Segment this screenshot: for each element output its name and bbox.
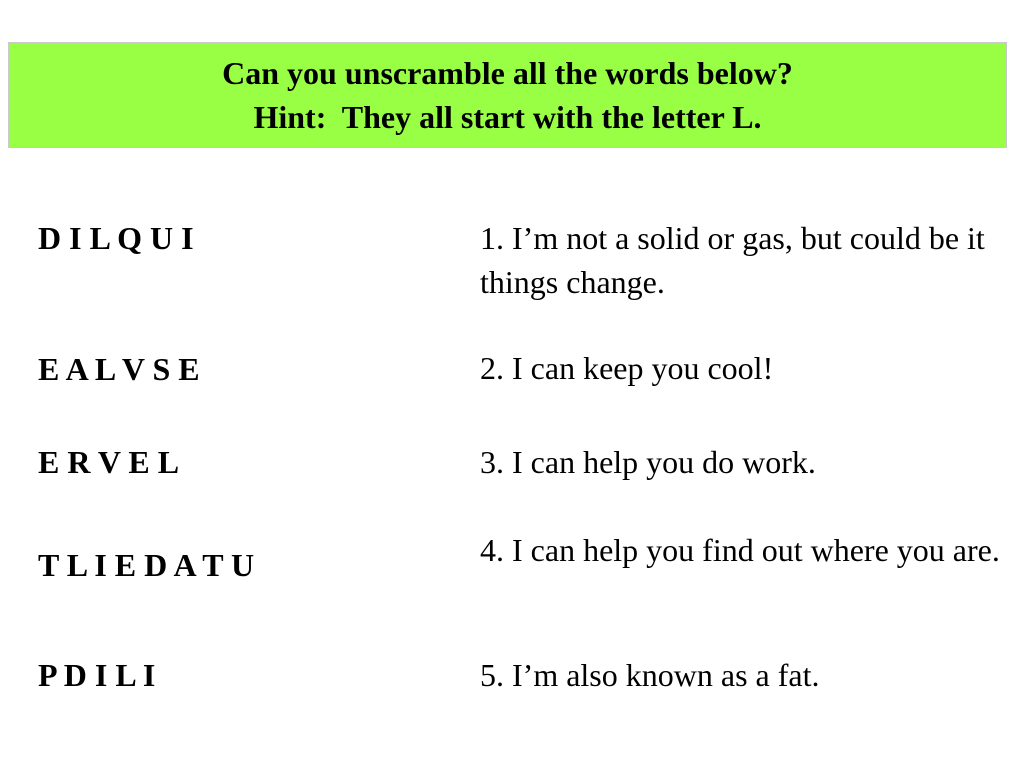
clue-5: 5. I’m also known as a fat. (480, 657, 820, 693)
clue-2: 2. I can keep you cool! (480, 350, 774, 386)
clue-3: 3. I can help you do work. (480, 444, 816, 480)
title-question: Can you unscramble all the words below? (222, 55, 793, 91)
scrambled-word-5: P D I L I (38, 657, 156, 693)
scrambled-word-3: E R V E L (38, 444, 180, 480)
scrambled-word-4: T L I E D A T U (38, 547, 255, 583)
clue-4: 4. I can help you find out where you are. (480, 532, 1000, 568)
title-hint: Hint: They all start with the letter L. (253, 99, 762, 135)
clue-1: 1. I’m not a solid or gas, but could be it things change. (480, 220, 985, 300)
title-banner (8, 42, 1007, 148)
scrambled-word-2: E A L V S E (38, 351, 200, 387)
scrambled-word-1: D I L Q U I (38, 220, 194, 256)
